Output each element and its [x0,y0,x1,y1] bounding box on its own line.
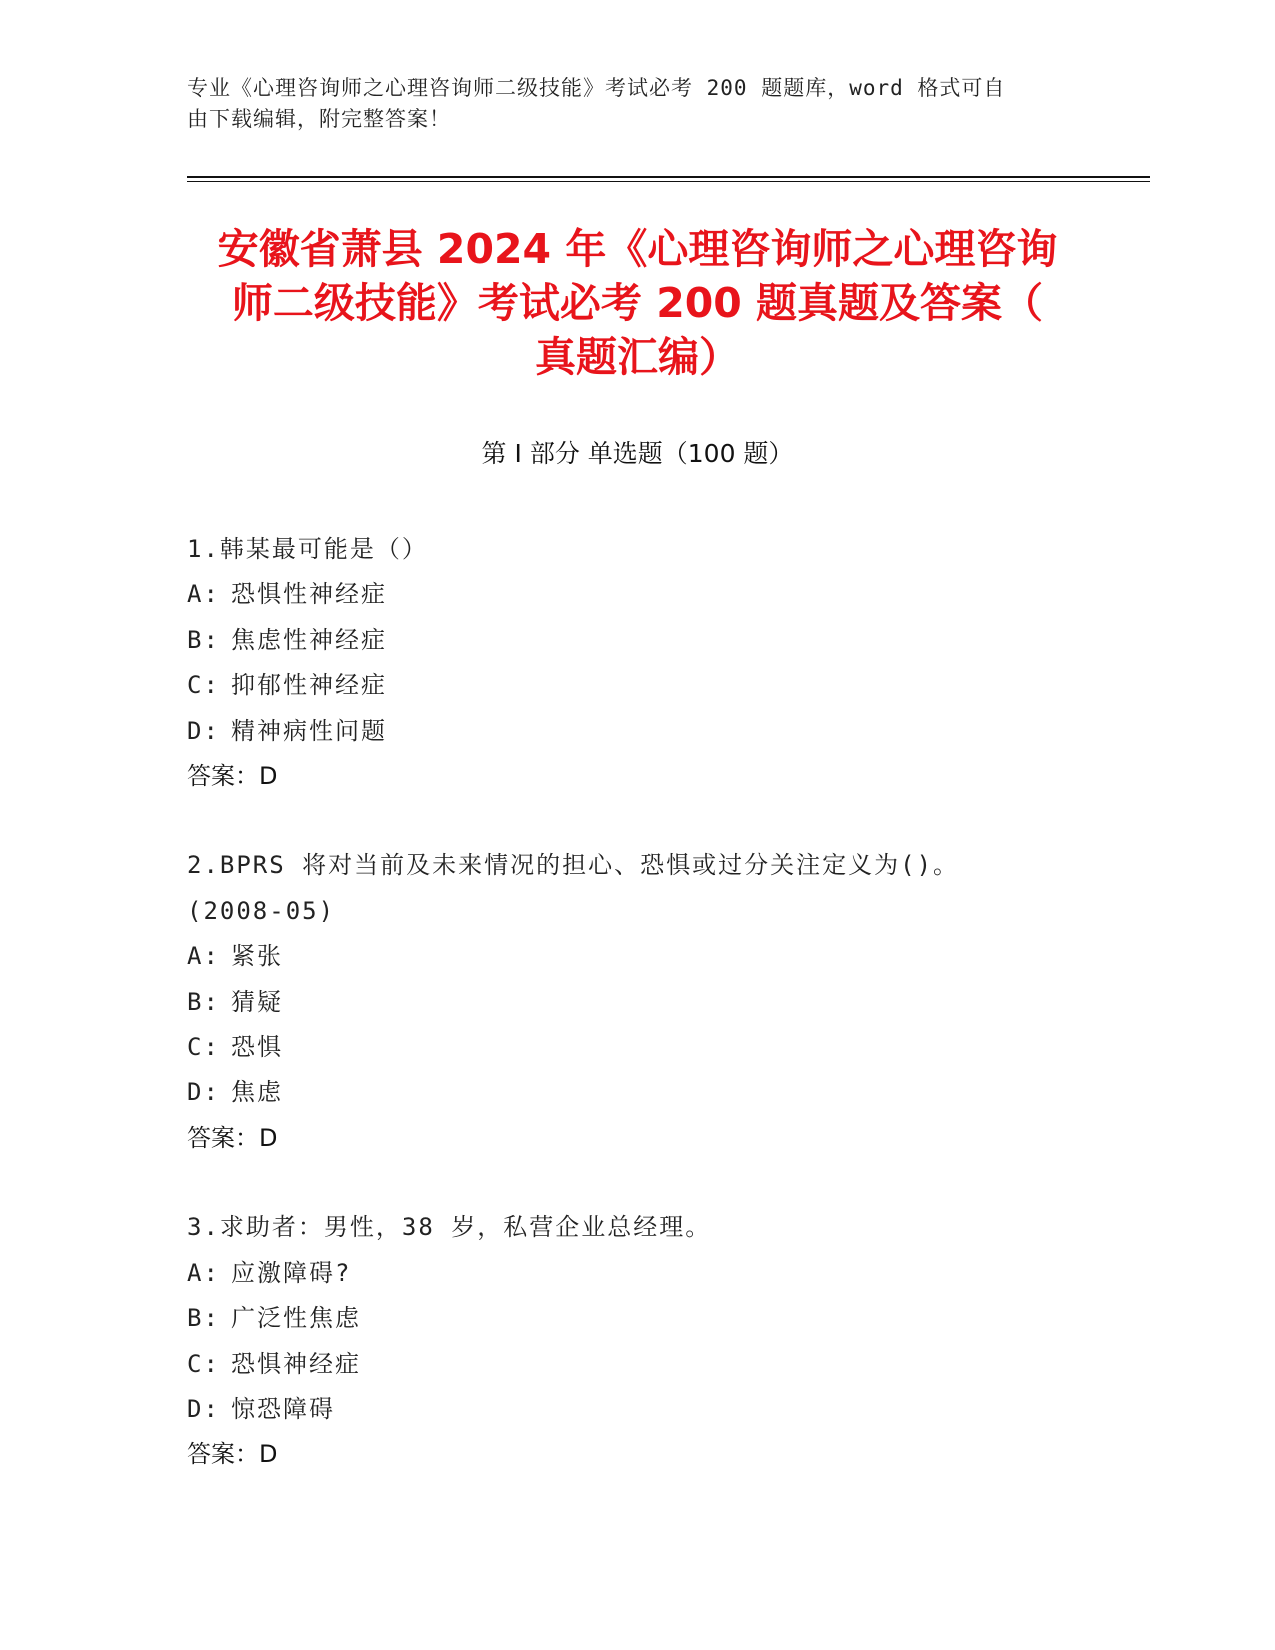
header-divider-thin [187,181,1150,182]
option-text: 紧张 [231,942,283,971]
option-text: 恐惧 [231,1033,283,1062]
option-c [187,1025,1087,1070]
option-text: 惊恐障碍 [231,1394,335,1423]
document-title [180,222,1095,384]
option-text: 精神病性问题 [231,716,387,745]
question-3 [187,1205,1087,1477]
option-b [187,618,1087,663]
option-key: A: [187,1258,220,1287]
option-key: B: [187,987,220,1016]
option-b [187,1296,1087,1341]
option-text: 抑郁性神经症 [231,671,387,700]
question-stem: 2.BPRS 将对当前及未来情况的担心、恐惧或过分关注定义为()。 [187,851,960,880]
option-key: B: [187,1304,220,1333]
section-heading: 第 I 部分 单选题（100 题） [481,439,794,468]
option-a [187,572,1087,617]
option-d [187,1070,1087,1115]
header-note [187,73,1067,135]
option-a [187,934,1087,979]
option-c [187,1342,1087,1387]
answer-line: 答案：D [187,1440,278,1469]
question-stem-continued: (2008-05) [187,896,336,925]
option-key: A: [187,942,220,971]
option-text: 广泛性焦虑 [231,1304,361,1333]
option-text: 恐惧神经症 [231,1349,361,1378]
option-text: 猜疑 [231,987,283,1016]
header-note-line-1: 专业《心理咨询师之心理咨询师二级技能》考试必考 200 题题库，word 格式可自 [187,76,1006,100]
answer-line: 答案：D [187,1123,278,1152]
option-b [187,980,1087,1025]
option-key: B: [187,625,220,654]
answer-line: 答案：D [187,762,278,791]
document-title-line-2: 师二级技能》考试必考 200 题真题及答案（ [231,279,1044,327]
question-list [187,527,1087,1522]
option-text: 应激障碍? [231,1258,352,1287]
option-key: D: [187,1078,220,1107]
header-note-line-2: 由下载编辑，附完整答案！ [187,107,451,131]
option-key: D: [187,716,220,745]
question-1 [187,527,1087,799]
option-text: 焦虑性神经症 [231,625,387,654]
option-d [187,1387,1087,1432]
option-key: C: [187,671,220,700]
header-divider-thick [187,176,1150,178]
option-a [187,1251,1087,1296]
option-text: 焦虑 [231,1078,283,1107]
option-d [187,709,1087,754]
question-stem: 3.求助者：男性，38 岁，私营企业总经理。 [187,1213,712,1242]
option-text: 恐惧性神经症 [231,580,387,609]
option-c [187,663,1087,708]
question-2 [187,843,1087,1161]
document-title-line-3: 真题汇编） [535,333,740,381]
option-key: C: [187,1033,220,1062]
question-stem: 1.韩某最可能是（） [187,535,428,563]
document-title-line-1: 安徽省萧县 2024 年《心理咨询师之心理咨询 [217,225,1058,273]
option-key: C: [187,1349,220,1378]
option-key: A: [187,580,220,609]
option-key: D: [187,1394,220,1423]
